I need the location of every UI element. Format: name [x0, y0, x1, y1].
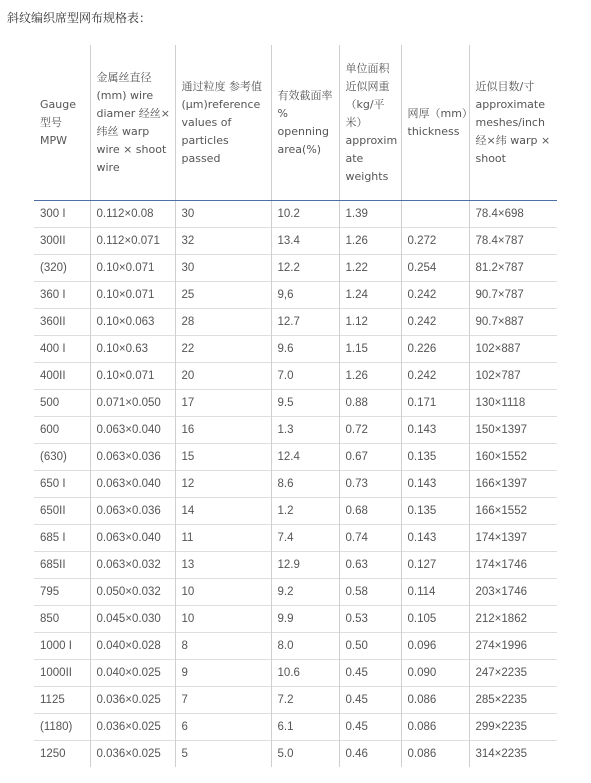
cell-opening-area: 9.9: [271, 606, 339, 633]
cell-gauge: 650II: [34, 498, 90, 525]
cell-weight: 0.68: [339, 498, 401, 525]
cell-opening-area: 10.2: [271, 201, 339, 228]
cell-meshes: 160×1552: [469, 444, 557, 471]
cell-weight: 0.58: [339, 579, 401, 606]
spec-table: [34, 45, 557, 767]
cell-thickness: 0.226: [401, 336, 469, 363]
cell-wire-diameter: 0.10×0.071: [90, 255, 175, 282]
cell-thickness: 0.171: [401, 390, 469, 417]
cell-wire-diameter: 0.045×0.030: [90, 606, 175, 633]
table-row: [34, 498, 557, 525]
cell-wire-diameter: 0.063×0.036: [90, 444, 175, 471]
cell-thickness: 0.242: [401, 309, 469, 336]
table-row: [34, 417, 557, 444]
cell-wire-diameter: 0.040×0.028: [90, 633, 175, 660]
cell-particles-passed: 11: [175, 525, 271, 552]
cell-wire-diameter: 0.112×0.08: [90, 201, 175, 228]
cell-particles-passed: 22: [175, 336, 271, 363]
cell-weight: 0.45: [339, 660, 401, 687]
cell-meshes: 203×1746: [469, 579, 557, 606]
table-row: [34, 471, 557, 498]
table-row: [34, 444, 557, 471]
col-header-particles-passed: 通过粒度 参考值(μm)reference values of particles passed: [175, 45, 271, 201]
cell-wire-diameter: 0.112×0.071: [90, 228, 175, 255]
cell-wire-diameter: 0.063×0.032: [90, 552, 175, 579]
cell-weight: 1.26: [339, 228, 401, 255]
cell-gauge: 1000 I: [34, 633, 90, 660]
col-header-wire-diameter: 金属丝直径(mm) wire diamer 经丝×纬丝 warp wire × shoot wire: [90, 45, 175, 201]
cell-thickness: 0.127: [401, 552, 469, 579]
cell-particles-passed: 13: [175, 552, 271, 579]
table-row: [34, 390, 557, 417]
cell-meshes: 314×2235: [469, 741, 557, 768]
cell-opening-area: 13.4: [271, 228, 339, 255]
cell-thickness: 0.135: [401, 498, 469, 525]
cell-particles-passed: 9: [175, 660, 271, 687]
cell-opening-area: 8.0: [271, 633, 339, 660]
cell-wire-diameter: 0.10×0.071: [90, 363, 175, 390]
cell-meshes: 212×1862: [469, 606, 557, 633]
cell-opening-area: 10.6: [271, 660, 339, 687]
table-row: [34, 525, 557, 552]
table-row: [34, 309, 557, 336]
cell-meshes: 174×1397: [469, 525, 557, 552]
cell-meshes: 81.2×787: [469, 255, 557, 282]
cell-weight: 0.50: [339, 633, 401, 660]
cell-opening-area: 9.5: [271, 390, 339, 417]
cell-particles-passed: 6: [175, 714, 271, 741]
cell-thickness: [401, 201, 469, 228]
cell-wire-diameter: 0.063×0.040: [90, 471, 175, 498]
cell-weight: 1.15: [339, 336, 401, 363]
cell-meshes: 102×787: [469, 363, 557, 390]
cell-thickness: 0.242: [401, 282, 469, 309]
cell-meshes: 285×2235: [469, 687, 557, 714]
col-header-gauge: Gauge 型号 MPW: [34, 45, 90, 201]
col-header-thickness: 网厚（mm）thickness: [401, 45, 469, 201]
cell-gauge: 360II: [34, 309, 90, 336]
cell-meshes: 247×2235: [469, 660, 557, 687]
cell-particles-passed: 30: [175, 201, 271, 228]
cell-thickness: 0.086: [401, 714, 469, 741]
cell-weight: 0.53: [339, 606, 401, 633]
cell-gauge: 400 I: [34, 336, 90, 363]
cell-meshes: 130×1118: [469, 390, 557, 417]
cell-particles-passed: 7: [175, 687, 271, 714]
cell-gauge: (1180): [34, 714, 90, 741]
cell-gauge: 400II: [34, 363, 90, 390]
cell-meshes: 90.7×787: [469, 282, 557, 309]
cell-thickness: 0.086: [401, 687, 469, 714]
cell-wire-diameter: 0.036×0.025: [90, 687, 175, 714]
cell-meshes: 274×1996: [469, 633, 557, 660]
table-body: [34, 201, 557, 768]
cell-particles-passed: 30: [175, 255, 271, 282]
cell-weight: 1.12: [339, 309, 401, 336]
cell-wire-diameter: 0.036×0.025: [90, 714, 175, 741]
cell-gauge: 360 I: [34, 282, 90, 309]
table-row: [34, 228, 557, 255]
cell-wire-diameter: 0.063×0.040: [90, 417, 175, 444]
table-row: [34, 363, 557, 390]
cell-opening-area: 8.6: [271, 471, 339, 498]
cell-meshes: 102×887: [469, 336, 557, 363]
cell-wire-diameter: 0.10×0.071: [90, 282, 175, 309]
cell-wire-diameter: 0.036×0.025: [90, 741, 175, 768]
cell-opening-area: 7.4: [271, 525, 339, 552]
cell-gauge: 1125: [34, 687, 90, 714]
cell-opening-area: 12.2: [271, 255, 339, 282]
cell-opening-area: 1.2: [271, 498, 339, 525]
table-row: [34, 741, 557, 768]
cell-meshes: 299×2235: [469, 714, 557, 741]
cell-meshes: 166×1397: [469, 471, 557, 498]
cell-gauge: 1250: [34, 741, 90, 768]
cell-weight: 0.73: [339, 471, 401, 498]
cell-particles-passed: 14: [175, 498, 271, 525]
cell-particles-passed: 10: [175, 606, 271, 633]
cell-wire-diameter: 0.050×0.032: [90, 579, 175, 606]
cell-wire-diameter: 0.040×0.025: [90, 660, 175, 687]
cell-particles-passed: 10: [175, 579, 271, 606]
table-row: [34, 606, 557, 633]
cell-wire-diameter: 0.071×0.050: [90, 390, 175, 417]
cell-opening-area: 9.6: [271, 336, 339, 363]
cell-gauge: 685 I: [34, 525, 90, 552]
cell-weight: 0.63: [339, 552, 401, 579]
table-row: [34, 579, 557, 606]
col-header-meshes: 近似目数/寸 approximate meshes/inch 经×纬 warp × shoot: [469, 45, 557, 201]
cell-thickness: 0.242: [401, 363, 469, 390]
cell-weight: 1.39: [339, 201, 401, 228]
cell-thickness: 0.272: [401, 228, 469, 255]
table-row: [34, 552, 557, 579]
cell-weight: 1.26: [339, 363, 401, 390]
cell-weight: 0.72: [339, 417, 401, 444]
cell-weight: 0.46: [339, 741, 401, 768]
cell-meshes: 174×1746: [469, 552, 557, 579]
cell-weight: 1.24: [339, 282, 401, 309]
table-row: [34, 687, 557, 714]
cell-gauge: 500: [34, 390, 90, 417]
cell-gauge: 300II: [34, 228, 90, 255]
cell-gauge: 795: [34, 579, 90, 606]
cell-opening-area: 6.1: [271, 714, 339, 741]
cell-particles-passed: 28: [175, 309, 271, 336]
cell-opening-area: 9,6: [271, 282, 339, 309]
cell-particles-passed: 12: [175, 471, 271, 498]
cell-meshes: 90.7×887: [469, 309, 557, 336]
cell-opening-area: 5.0: [271, 741, 339, 768]
cell-meshes: 166×1552: [469, 498, 557, 525]
cell-opening-area: 12.7: [271, 309, 339, 336]
cell-thickness: 0.143: [401, 471, 469, 498]
cell-thickness: 0.254: [401, 255, 469, 282]
cell-gauge: 300 I: [40, 208, 66, 220]
table-row: [34, 714, 557, 741]
cell-weight: 0.88: [339, 390, 401, 417]
cell-wire-diameter: 0.063×0.040: [90, 525, 175, 552]
header-row: [34, 45, 557, 201]
cell-gauge: 685II: [34, 552, 90, 579]
cell-gauge: 850: [34, 606, 90, 633]
cell-opening-area: 12.4: [271, 444, 339, 471]
table-row: [34, 282, 557, 309]
cell-gauge: 650 I: [34, 471, 90, 498]
cell-opening-area: 9.2: [271, 579, 339, 606]
cell-gauge: 1000II: [34, 660, 90, 687]
cell-meshes: 78.4×787: [469, 228, 557, 255]
cell-meshes: 78.4×698: [469, 201, 557, 228]
cell-thickness: 0.143: [401, 525, 469, 552]
cell-particles-passed: 25: [175, 282, 271, 309]
cell-particles-passed: 17: [175, 390, 271, 417]
cell-thickness: 0.135: [401, 444, 469, 471]
cell-weight: 0.45: [339, 714, 401, 741]
cell-wire-diameter: 0.10×0.63: [90, 336, 175, 363]
cell-thickness: 0.114: [401, 579, 469, 606]
table-row: [34, 255, 557, 282]
cell-thickness: 0.105: [401, 606, 469, 633]
cell-opening-area: 7.0: [271, 363, 339, 390]
table-title: 斜纹编织席型网布规格表：: [7, 11, 152, 25]
cell-weight: 1.22: [339, 255, 401, 282]
cell-particles-passed: 20: [175, 363, 271, 390]
cell-weight: 0.45: [339, 687, 401, 714]
cell-particles-passed: 16: [175, 417, 271, 444]
col-header-opening-area: 有效截面率 % openning area(%): [271, 45, 339, 201]
cell-wire-diameter: 0.10×0.063: [90, 309, 175, 336]
col-header-weight: 单位面积 近似网重（kg/平米）approximate weights: [339, 45, 401, 201]
cell-meshes: 150×1397: [469, 417, 557, 444]
cell-weight: 0.74: [339, 525, 401, 552]
cell-opening-area: 1.3: [271, 417, 339, 444]
table-header: [34, 45, 557, 201]
cell-weight: 0.67: [339, 444, 401, 471]
cell-wire-diameter: 0.063×0.036: [90, 498, 175, 525]
cell-particles-passed: 8: [175, 633, 271, 660]
cell-thickness: 0.090: [401, 660, 469, 687]
cell-particles-passed: 5: [175, 741, 271, 768]
cell-thickness: 0.096: [401, 633, 469, 660]
cell-thickness: 0.086: [401, 741, 469, 768]
cell-thickness: 0.143: [401, 417, 469, 444]
table-row: [34, 633, 557, 660]
cell-opening-area: 7.2: [271, 687, 339, 714]
cell-gauge: 600: [34, 417, 90, 444]
cell-particles-passed: 15: [175, 444, 271, 471]
cell-opening-area: 12.9: [271, 552, 339, 579]
table-row: [34, 336, 557, 363]
cell-gauge: (630): [34, 444, 90, 471]
cell-particles-passed: 32: [175, 228, 271, 255]
cell-gauge: (320): [34, 255, 90, 282]
table-row: [34, 201, 557, 228]
table-row: [34, 660, 557, 687]
